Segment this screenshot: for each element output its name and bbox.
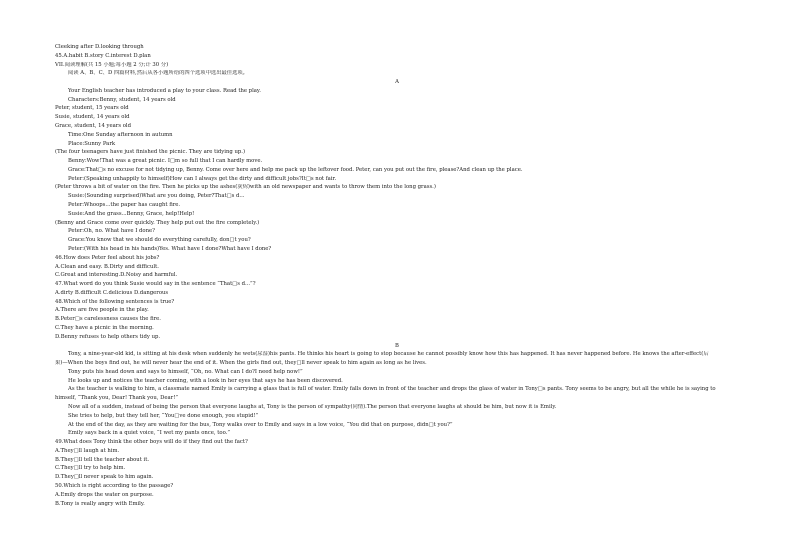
text-line: (The four teenagers have just finished the picnic. They are tidying up.) [55,149,246,156]
text-line: Characters:Benny, student, 14 years old [68,96,176,103]
text-line: Susie:(Sounding surprised)What are you doing, Peter?That□s d... [68,193,245,200]
text-line: Susie, student, 14 years old [55,114,130,121]
text-line: A.dirty B.difficult C.delicious D.dangerous [55,289,169,296]
text-line: 48.Which of the following sentences is true? [55,298,175,305]
text-line: Peter:Whoops...the paper has caught fire. [68,202,181,209]
text-line: D.They□ll never speak to him again. [55,474,154,481]
text-line: Place:Sunny Park [68,140,116,147]
text-line: (Benny and Grace come over quickly. They help put out the fire completely.) [55,219,260,226]
text-line: Your English teacher has introduced a play to your class. Read the play. [68,87,261,94]
text-line: Peter:Oh, no. What have I done? [68,228,155,235]
text-line: Peter, student, 15 years old [55,105,129,112]
text-line: Grace:That□s no excuse for not tidying up, Benny. Come over here and help me pack up the leftover food. Peter, can you put out the fire, please?And clean up the place. [68,166,523,173]
text-line: He looks up and notices the teacher coming, with a look in her eyes that says he has been discovered. [68,377,343,384]
text-line: A [395,79,399,86]
text-line: As the teacher is walking to him, a classmate named Emily is carrying a glass that is full of water. Emily falls down in front of the teacher and drops the glass of water in Tony□s pants. Tony seems to be angry, but all the while he is saying to [68,386,716,393]
text-line: VII.阅读理解(共 15 小题;每小题 2 分;计 30 分) [55,61,169,68]
text-line: (Peter throws a bit of water on the fire. Then he picks up the ashes(灰烬)with an old newspaper and wants to throw them into the long grass.) [55,184,436,191]
text-line: 阅读 A、B、C、D 四篇材料,然后从各小题所给的四个选项中选出最佳选项。 [68,70,248,77]
text-line: Time:One Sunday afternoon in autumn [68,131,173,138]
text-line: 45.A.habit B.story C.interest D.plan [55,52,151,59]
text-line: Peter:(With his head in his hands)Yes. What have I done?What have I done? [68,245,272,252]
text-line: At the end of the day, as they are waiting for the bus, Tony walks over to Emily and says in a low voice, “You did that on purpose, didn□t you?” [68,421,453,428]
text-line: Grace:You know that we should do everything carefully, don□t you? [68,237,251,244]
text-line: A.Emily drops the water on purpose. [55,491,154,498]
text-line: B.They□ll tell the teacher about it. [55,456,150,463]
text-line: himself, “Thank you, Dear! Thank you, Dear!” [55,395,179,402]
text-line: Now all of a sudden, instead of being the person that everyone laughs at, Tony is the person of sympathy(同情).The person that everyone laughs at should be him, but now it is Emily. [68,403,557,410]
text-line: 果)—When the boys find out, he will never hear the end of it. When the girls find out, they□ll never speak to him again as long as he lives. [55,360,427,367]
text-line: 50.Which is right according to the passage? [55,483,174,489]
text-line: D.Benny refuses to help others tidy up. [55,333,161,340]
text-line: A.There are five people in the play. [55,307,149,314]
text-line: 49.What does Tony think the other boys will do if they find out the fact? [55,439,248,446]
text-line: B.Tony is really angry with Emily. [55,500,145,507]
text-line: A.Clean and easy. B.Dirty and difficult. [55,263,159,270]
text-line: Benny:Wow!That was a great picnic. I□m so full that I can hardly move. [68,158,263,165]
text-line: B [395,342,399,349]
text-line: Tony puts his head down and says to himself, “Oh, no. What can I do?I need help now!” [68,368,303,375]
text-line: Emily says back in a quiet voice, “I wet my pants once, too.” [68,430,231,437]
text-line: A.They□ll laugh at him. [55,447,120,454]
text-line: Peter:(Speaking unhappily to himself)How can I always get the dirty and difficult jobs?It□s not fair. [68,175,337,182]
text-line: 46.How does Peter feel about his jobs? [55,254,160,261]
text-line: C.Great and interesting.D.Noisy and harmful. [55,272,178,279]
text-line: C.They□ll try to help him. [55,465,126,472]
text-line: She tries to help, but they tell her, “You□ve done enough, you stupid!” [68,412,259,419]
text-line: C.They have a picnic in the morning. [55,324,154,331]
text-line: Grace, student, 14 years old [55,123,131,130]
text-line: 47.What word do you think Susie would say in the sentence “That□s d...”? [55,281,256,288]
text-line: Tony, a nine-year-old kid, is sitting at his desk when suddenly he wets(尿湿)his pants. He thinks his heart is going to stop because he cannot possibly know how this has happened. It has never happened before. He knows the after-effect(后 [68,351,709,358]
text-line: Cleeking after D.looking through [55,44,144,50]
text-line: Susie:And the grass...Benny, Grace, help!Help! [68,210,195,217]
text-line: B.Peter□s carelessness causes the fire. [55,316,161,323]
